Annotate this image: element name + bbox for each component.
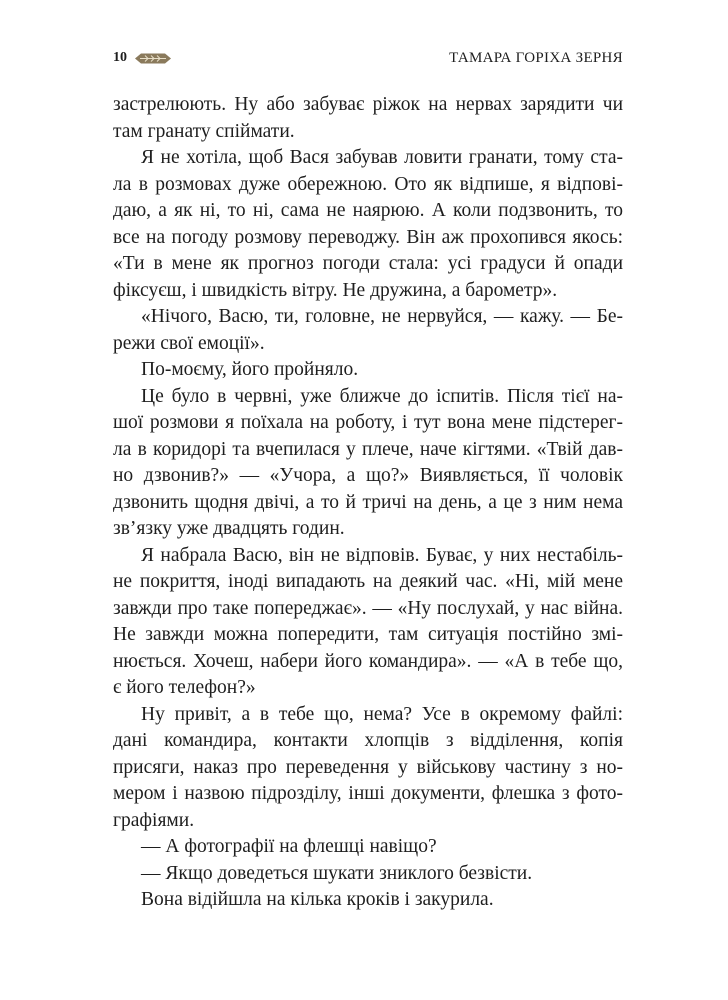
text-line: фіксуєш, і швидкість вітру. Не дружина, а барометр». (113, 279, 558, 301)
running-header (113, 50, 623, 70)
text-line: — А фотографії на флешці навіщо? (141, 836, 437, 857)
text-line: Я набрала Васю, він не відповів. Буває, у них нестабіль- (141, 544, 623, 566)
text-line: зв’язку уже двадцять годин. (113, 518, 345, 539)
text-line: — Якщо доведеться шукати зниклого безвісти. (141, 862, 533, 884)
text-line: Не завжди можна попередити, там ситуація постійно змі- (113, 624, 623, 645)
page-number: 10 (113, 50, 127, 65)
text-line: шої розмови я поїхала на роботу, і тут вона мене підстерег- (113, 412, 623, 433)
text-line: Я не хотіла, щоб Вася забував ловити гранати, тому ста- (141, 147, 623, 168)
page-body (113, 92, 623, 914)
text-line: мером і назвою підрозділу, інші документи, флешка з фото- (113, 783, 623, 804)
text-line: «Ти в мене як прогноз погоди стала: усі градуси й опади (113, 253, 623, 274)
text-line: присяги, наказ про переведення у військову частину з но- (113, 756, 623, 778)
text-line: но дзвонив?» — «Учора, а що?» Виявляється, її чоловік (113, 465, 623, 486)
text-line: є його телефон?» (113, 677, 256, 698)
text-line: все на погоду розмову переводжу. Він аж прохопився якось: (113, 226, 623, 248)
text-line: «Нічого, Васю, ти, головне, не нервуйся, — кажу. — Бе- (141, 306, 623, 327)
text-line: Це було в червні, уже ближче до іспитів. Після тієї на- (141, 385, 623, 407)
text-line: там гранату спіймати. (113, 120, 295, 142)
text-line: нюється. Хочеш, набери його командира». — «А в тебе що, (113, 650, 623, 672)
text-line: застрелюють. Ну або забуває ріжок на нервах зарядити чи (113, 94, 623, 115)
ornament-icon (135, 53, 171, 64)
text-line: не покриття, іноді випадають на деякий час. «Ні, мій мене (113, 571, 623, 592)
text-line: По-моєму, його пройняло. (141, 359, 359, 380)
text-line: Ну привіт, а в тебе що, нема? Усе в окремому файлі: (141, 703, 623, 725)
text-line: графіями. (113, 809, 195, 831)
text-line: ла в розмовах дуже обережною. Ото як відпише, я відпові- (113, 173, 623, 195)
text-line: завжди про таке попереджає». — «Ну послухай, у нас війна. (113, 597, 623, 619)
text-line: Вона відійшла на кілька кроків і закурила. (141, 889, 494, 910)
text-line: ла в коридорі та вчепилася у плече, наче кігтями. «Твій дав- (113, 438, 623, 460)
text-line: дані командира, контакти хлопців з відділення, копія (113, 730, 623, 751)
running-title: ТАМАРА ГОРІХА ЗЕРНЯ (449, 50, 623, 66)
text-line: дзвонить щодня двічі, а то й тричі на день, а це з ним нема (113, 491, 623, 513)
text-line: режи свої емоції». (113, 332, 265, 354)
text-line: даю, а як ні, то ні, сама не наярюю. А коли подзвонить, то (113, 200, 623, 221)
